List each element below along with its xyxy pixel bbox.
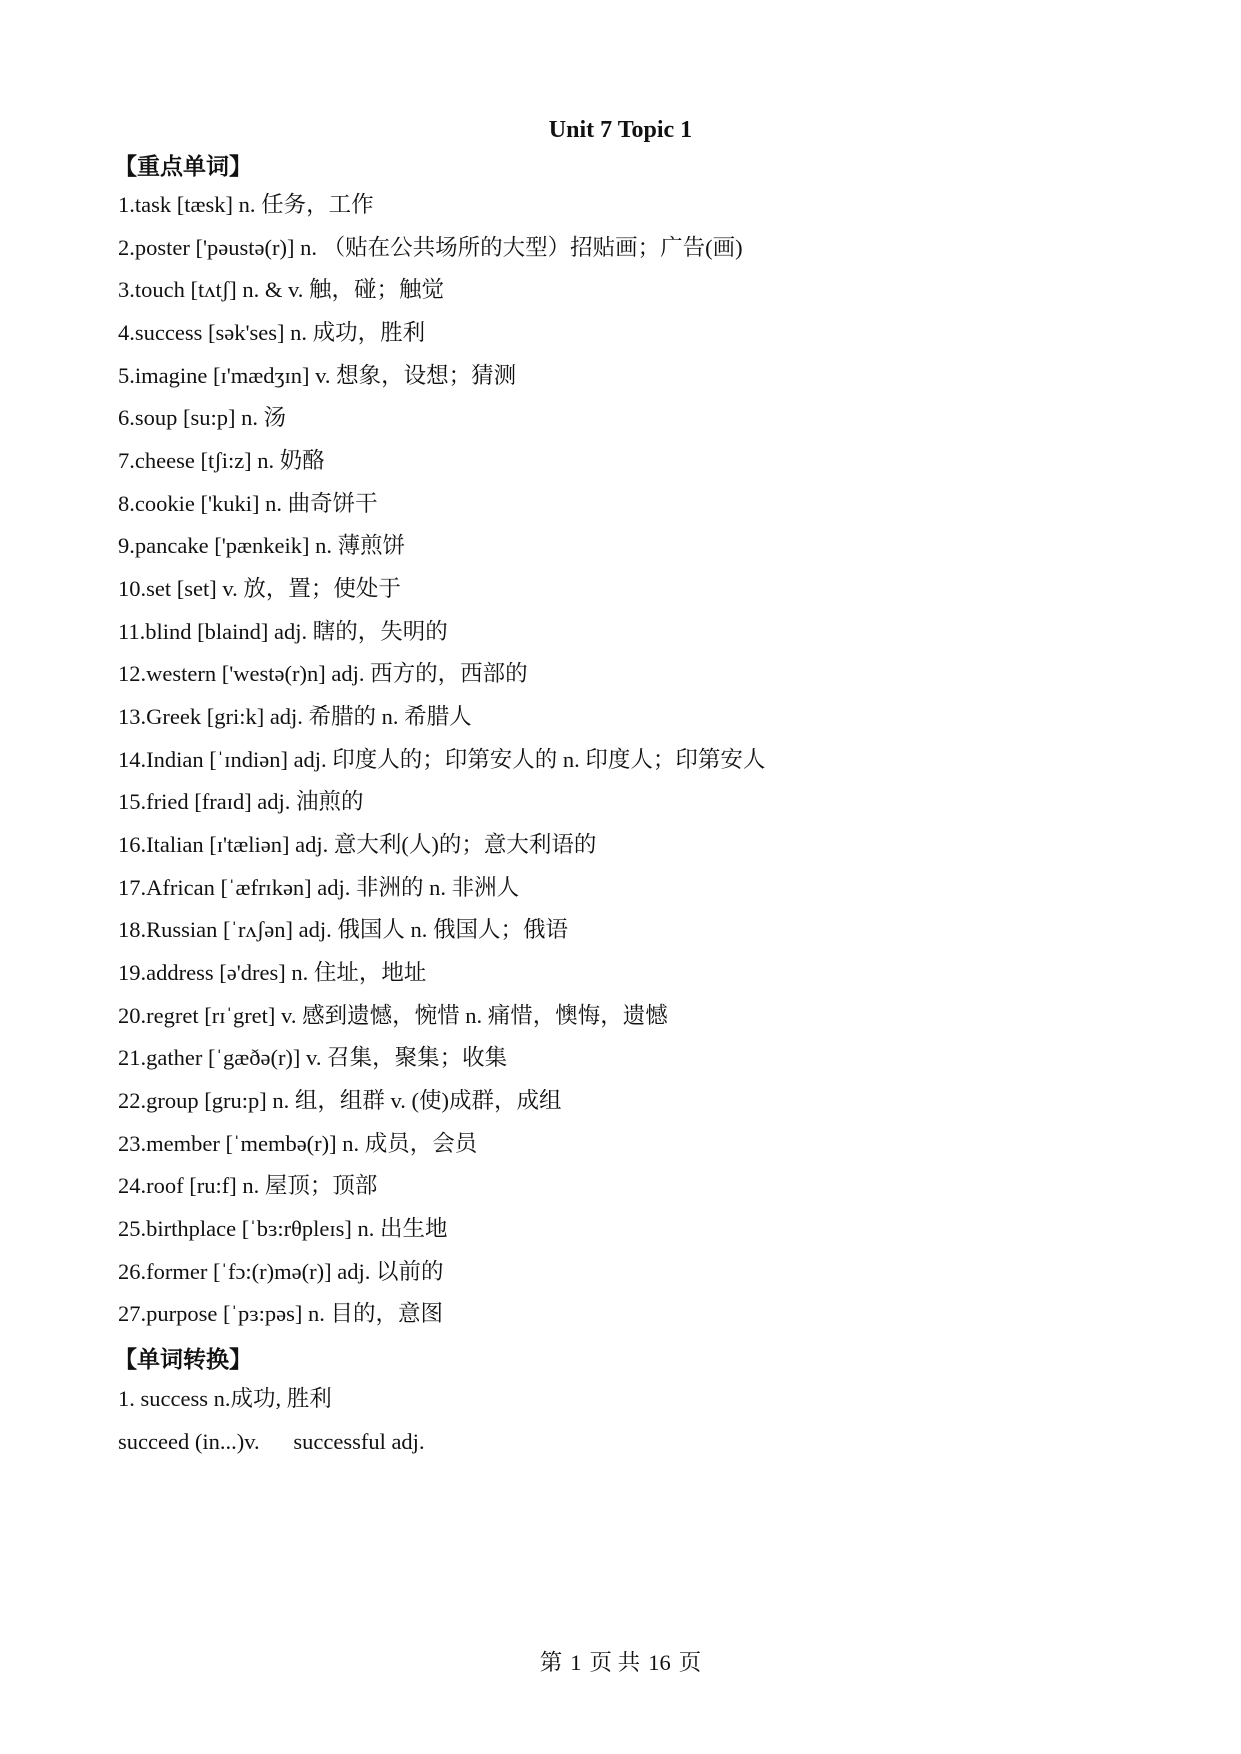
vocab-item: 5.imagine [ɪ'mædʒɪn] v. 想象，设想；猜测 [118,363,517,388]
vocab-item: 7.cheese [tʃi:z] n. 奶酪 [118,448,325,473]
vocab-item: 23.member [ˈmembə(r)] n. 成员，会员 [118,1131,478,1156]
conversion-line: succeed (in...)v. successful adj. [118,1429,425,1454]
vocab-item: 2.poster ['pəustə(r)] n. （贴在公共场所的大型）招贴画；广告(画) [118,235,743,260]
vocab-item: 18.Russian [ˈrʌʃən] adj. 俄国人 n. 俄国人；俄语 [118,917,568,942]
total-page-count: 16 [648,1650,671,1675]
vocab-item: 3.touch [tʌtʃ] n. & v. 触，碰；触觉 [118,277,445,302]
vocab-item: 9.pancake ['pænkeik] n. 薄煎饼 [118,533,406,558]
current-page-number: 1 [570,1650,582,1675]
section-heading-key-words: 【重点单词】 [114,154,252,179]
page-title: Unit 7 Topic 1 [548,117,693,143]
footer-mid: 页 共 [589,1650,641,1675]
vocab-item: 11.blind [blaind] adj. 瞎的，失明的 [118,619,448,644]
conversion-line: 1. success n.成功, 胜利 [118,1386,332,1411]
vocab-item: 12.western ['westə(r)n] adj. 西方的，西部的 [118,661,528,686]
vocab-item: 17.African [ˈæfrɪkən] adj. 非洲的 n. 非洲人 [118,875,520,900]
footer-suffix: 页 [678,1650,702,1675]
section-heading-word-conversion: 【单词转换】 [114,1347,252,1372]
vocab-item: 19.address [ə'dres] n. 住址，地址 [118,960,427,985]
vocab-item: 8.cookie ['kuki] n. 曲奇饼干 [118,491,378,516]
vocab-item: 4.success [sək'ses] n. 成功，胜利 [118,320,426,345]
vocab-item: 27.purpose [ˈpɜ:pəs] n. 目的，意图 [118,1301,444,1326]
vocab-item: 1.task [tæsk] n. 任务，工作 [118,192,374,217]
vocab-item: 20.regret [rɪˈgret] v. 感到遗憾，惋惜 n. 痛惜，懊悔，遗憾 [118,1003,668,1028]
vocab-item: 13.Greek [gri:k] adj. 希腊的 n. 希腊人 [118,704,472,729]
vocab-item: 16.Italian [ɪ'tæliən] adj. 意大利(人)的；意大利语的 [118,832,597,857]
vocab-item: 21.gather [ˈgæðə(r)] v. 召集，聚集；收集 [118,1045,508,1070]
page-footer [0,1645,1241,1677]
vocab-item: 14.Indian [ˈɪndiən] adj. 印度人的；印第安人的 n. 印度人；印第安人 [118,747,766,772]
vocab-item: 25.birthplace [ˈbɜ:rθpleɪs] n. 出生地 [118,1216,448,1241]
vocab-item: 22.group [gru:p] n. 组，组群 v. (使)成群，成组 [118,1088,562,1113]
footer-prefix: 第 [539,1650,563,1675]
vocab-item: 15.fried [fraɪd] adj. 油煎的 [118,789,364,814]
vocab-item: 6.soup [su:p] n. 汤 [118,405,287,430]
vocab-item: 26.former [ˈfɔ:(r)mə(r)] adj. 以前的 [118,1259,444,1284]
vocab-item: 24.roof [ru:f] n. 屋顶；顶部 [118,1173,378,1198]
vocab-item: 10.set [set] v. 放，置；使处于 [118,576,401,601]
